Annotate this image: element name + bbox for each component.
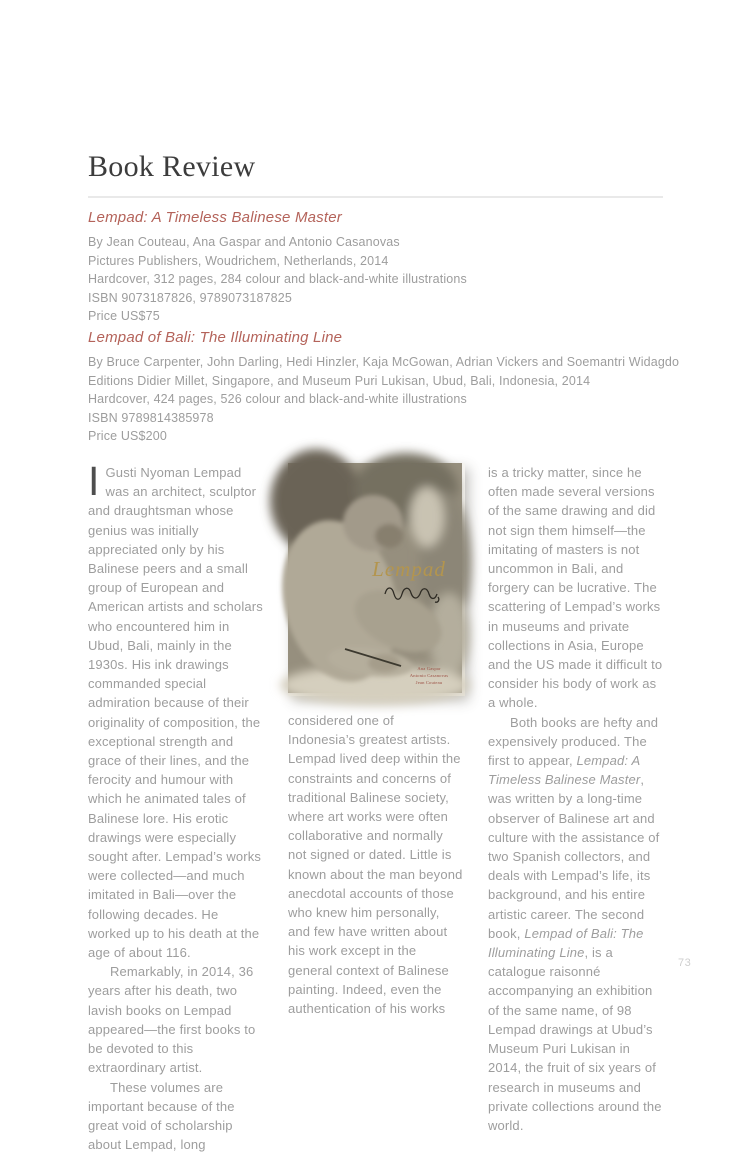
paragraph: considered one of Indonesia’s greatest artists. Lempad lived deep within the constraints and concerns of traditional Balinese society, where art works were often collaborative and normally not signed or dated. Little is known about the man beyond anecdotal accounts of those who knew him personally, and few have written about his work except in the general context of Balinese painting. Indeed, even the authentication of his works xyxy=(288,711,463,1018)
column-3 xyxy=(488,463,663,1154)
title-divider xyxy=(88,196,663,198)
paragraph-text: Gusti Nyoman Lempad was an architect, sculptor and draughtsman whose genius was initially appreciated only by his Balinese peers and a small group of European and American artists and scholars who encountered him in Ubud, Bali, mainly in the 1930s. His ink drawings commanded special admiration because of their originality of composition, the exceptional strength and grace of their lines, and the ferocity and humour with which he animated tales of Balinese lore. His erotic drawings were especially sought after. Lempad’s works were collected—and much imitated in Bali—over the following decades. He worked up to his death at the age of about 116. xyxy=(88,465,263,960)
book-title-inline: Lempad: A Timeless Balinese Master xyxy=(488,753,640,787)
book-format: Hardcover, 312 pages, 284 colour and black-and-white illustrations xyxy=(88,270,688,289)
book-entry-2 xyxy=(88,329,688,446)
paragraph xyxy=(88,463,263,962)
cover-credit-line: Jean Couteau xyxy=(416,680,443,685)
book-publisher: Editions Didier Millet, Singapore, and Museum Puri Lukisan, Ubud, Bali, Indonesia, 2014 xyxy=(88,372,688,391)
book-authors: By Jean Couteau, Ana Gaspar and Antonio Casanovas xyxy=(88,233,688,252)
paragraph: is a tricky matter, since he often made several versions of the same drawing and did not sign them himself—the imitating of masters is not uncommon in Bali, and forgery can be lucrative. The scattering of Lempad’s works in museums and private collections in Asia, Europe and the US made it difficult to consider his body of work as a whole. xyxy=(488,463,663,713)
book-price: Price US$75 xyxy=(88,307,688,326)
paragraph-text: , is a catalogue raisonné accompanying an exhibition of the same name, of 98 Lempad drawings at Ubud’s Museum Puri Lukisan in 2014, the fruit of six years of research in museums and private collections around the world. xyxy=(488,945,662,1133)
cover-credit-line: Ana Gaspar xyxy=(417,666,441,671)
column-1 xyxy=(88,463,263,1154)
book-title-inline: Lempad of Bali: The Illuminating Line xyxy=(488,926,644,960)
paragraph: These volumes are important because of the great void of scholarship about Lempad, long xyxy=(88,1078,263,1154)
review-body xyxy=(88,463,663,1154)
paragraph-text: , was written by a long-time observer of Balinese art and culture with the assistance of two Spanish collectors, and deals with Lempad’s life, its background, and his entire artistic career. The second book, xyxy=(488,772,659,941)
paragraph-text: Both books are hefty and expensively produced. The first to appear, xyxy=(488,715,658,768)
cover-credit-line: Antonio Casanovas xyxy=(410,673,448,678)
page-title: Book Review xyxy=(88,150,255,184)
book-title: Lempad of Bali: The Illuminating Line xyxy=(88,329,688,346)
column-2 xyxy=(288,463,463,1154)
book-publisher: Pictures Publishers, Woudrichem, Netherlands, 2014 xyxy=(88,252,688,271)
book-isbn: ISBN 9073187826, 9789073187825 xyxy=(88,289,688,308)
book-cover-photo xyxy=(288,463,465,696)
paragraph: Remarkably, in 2014, 36 years after his death, two lavish books on Lempad appeared—the first books to be devoted to this extraordinary artist. xyxy=(88,962,263,1077)
book-isbn: ISBN 9789814385978 xyxy=(88,409,688,428)
book-authors: By Bruce Carpenter, John Darling, Hedi Hinzler, Kaja McGowan, Adrian Vickers and Soemantri Widagdo xyxy=(88,353,688,372)
page-number: 73 xyxy=(678,957,691,969)
paragraph xyxy=(488,713,663,1135)
book-cover-illustration xyxy=(288,463,462,693)
book-entry-1 xyxy=(88,209,688,326)
cover-title: Lempad xyxy=(371,557,446,581)
drop-initial: I xyxy=(88,465,100,498)
book-format: Hardcover, 424 pages, 526 colour and black-and-white illustrations xyxy=(88,390,688,409)
book-title: Lempad: A Timeless Balinese Master xyxy=(88,209,688,226)
book-price: Price US$200 xyxy=(88,427,688,446)
